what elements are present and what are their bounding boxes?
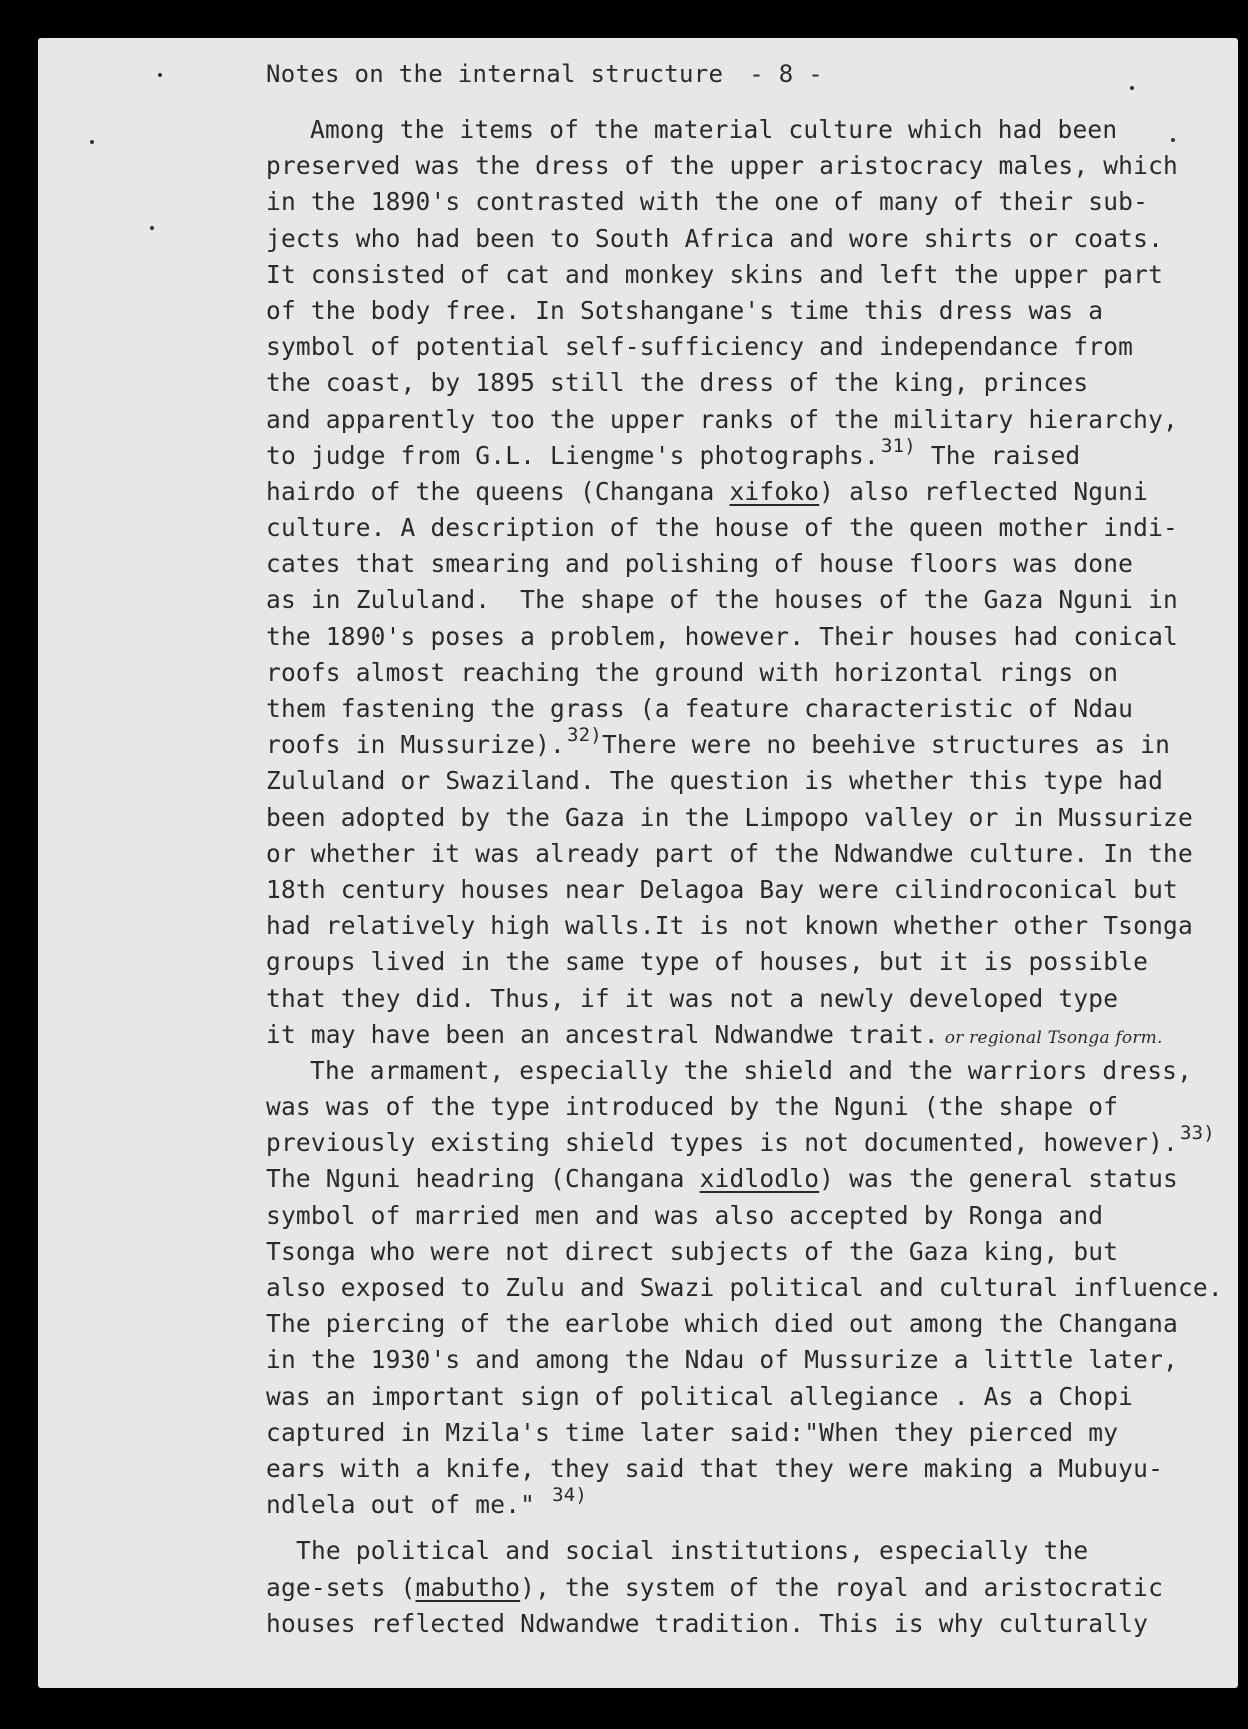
text-segment: ) was the general status [819,1164,1178,1194]
header-title: Notes on the internal structure [266,60,724,88]
ink-speck [158,73,162,77]
text-segment: The raised [915,440,1081,470]
text-line: been adopted by the Gaza in the Limpopo valley or in Mussurize [266,802,1193,832]
text-line: in the 1890's contrasted with the one of many of their sub- [266,187,1149,217]
paragraph-1 [266,112,1248,1053]
text-segment: There were no beehive structures as in [601,730,1171,760]
text-line: of the body free. In Sotshangane's time this dress was a [266,295,1104,325]
ink-speck [90,140,94,144]
text-line: The armament, especially the shield and the warriors dress, [310,1055,1193,1085]
underlined-term: mabutho [415,1572,521,1602]
text-segment: roofs in Mussurize). [266,730,566,760]
text-line: captured in Mzila's time later said:"When they pierced my [266,1417,1119,1447]
handwritten-annotation: or regional Tsonga form. [944,1027,1163,1048]
page-header [266,60,823,88]
text-line: It consisted of cat and monkey skins and left the upper part [266,259,1164,289]
footnote-ref-34: 34) [552,1484,587,1507]
text-line: Tsonga who were not direct subjects of the Gaza king, but [266,1236,1119,1266]
text-line: 18th century houses near Delagoa Bay were cilindroconical but [266,874,1178,904]
text-line [266,1570,1248,1606]
text-segment: The Nguni headring (Changana [266,1164,700,1194]
text-line: culture. A description of the house of the queen mother indi- [266,513,1178,543]
text-line: cates that smearing and polishing of house floors was done [266,549,1134,579]
text-line: was an important sign of political allegiance . As a Chopi [266,1381,1134,1411]
document-body [266,112,1248,1642]
footnote-ref-31: 31) [880,434,916,457]
text-segment: ), the system of the royal and aristocratic [520,1572,1164,1602]
text-line [266,1484,1248,1523]
page-number: - 8 - [749,60,823,88]
ink-speck [1130,86,1134,90]
text-line: and apparently too the upper ranks of the military hierarchy, [266,404,1178,434]
text-segment: ) also reflected Nguni [819,476,1149,506]
footnote-ref-33: 33) [1179,1122,1215,1145]
text-line: jects who had been to South Africa and wore shirts or coats. [266,223,1164,253]
text-line: houses reflected Ndwandwe tradition. This is why culturally [266,1608,1149,1638]
document-page [38,38,1238,1688]
text-line: Among the items of the material culture which had been [310,115,1118,144]
text-segment: ndlela out of me." [266,1490,551,1520]
text-line: Zululand or Swaziland. The question is whether this type had [266,766,1164,796]
text-line: them fastening the grass (a feature characteristic of Ndau [266,694,1134,723]
text-line: symbol of potential self-sufficiency and independance from [266,332,1134,362]
underlined-term: xidlodlo [699,1164,820,1194]
text-line [266,1122,1248,1161]
text-segment: previously existing shield types is not documented, however). [266,1128,1178,1158]
text-segment: to judge from G.L. Liengme's photographs. [266,440,879,470]
text-segment: age-sets ( [266,1572,416,1602]
text-line: in the 1930's and among the Ndau of Mussurize a little later, [266,1345,1178,1375]
text-line [266,724,1248,763]
text-line: The political and social institutions, especially the [296,1536,1089,1566]
ink-speck [150,226,154,230]
text-line: symbol of married men and was also accepted by Ronga and [266,1200,1104,1230]
underlined-term: xifoko [729,476,820,506]
text-line: as in Zululand. The shape of the houses of the Gaza Nguni in [266,585,1178,615]
text-line [266,474,1248,510]
text-line: the coast, by 1895 still the dress of the king, princes [266,368,1089,398]
text-line: also exposed to Zulu and Swazi political and cultural influence. [266,1273,1223,1302]
text-segment: it may have been an ancestral Ndwandwe trait. [266,1019,939,1049]
text-segment: hairdo of the queens (Changana [266,476,730,506]
text-line: or whether it was already part of the Ndwandwe culture. In the [266,838,1193,868]
text-line: The piercing of the earlobe which died out among the Changana [266,1309,1178,1339]
text-line [266,1017,1248,1053]
ink-speck [1171,138,1175,142]
text-line [266,1161,1248,1197]
text-line: had relatively high walls.It is not known whether other Tsonga [266,911,1193,941]
text-line: that they did. Thus, if it was not a newly developed type [266,983,1119,1013]
text-line: was was of the type introduced by the Nguni (the shape of [266,1092,1119,1122]
text-line: roofs almost reaching the ground with horizontal rings on [266,657,1119,687]
text-line: ears with a knife, they said that they were making a Mubuyu- [266,1453,1164,1483]
text-line: groups lived in the same type of houses, but it is possible [266,947,1149,977]
paragraph-3 [266,1533,1248,1642]
text-line: the 1890's poses a problem, however. Their houses had conical [266,621,1178,651]
footnote-ref-32: 32) [567,724,602,747]
paragraph-2 [266,1053,1248,1523]
text-line: preserved was the dress of the upper aristocracy males, which [266,151,1178,181]
text-line [266,434,1248,474]
